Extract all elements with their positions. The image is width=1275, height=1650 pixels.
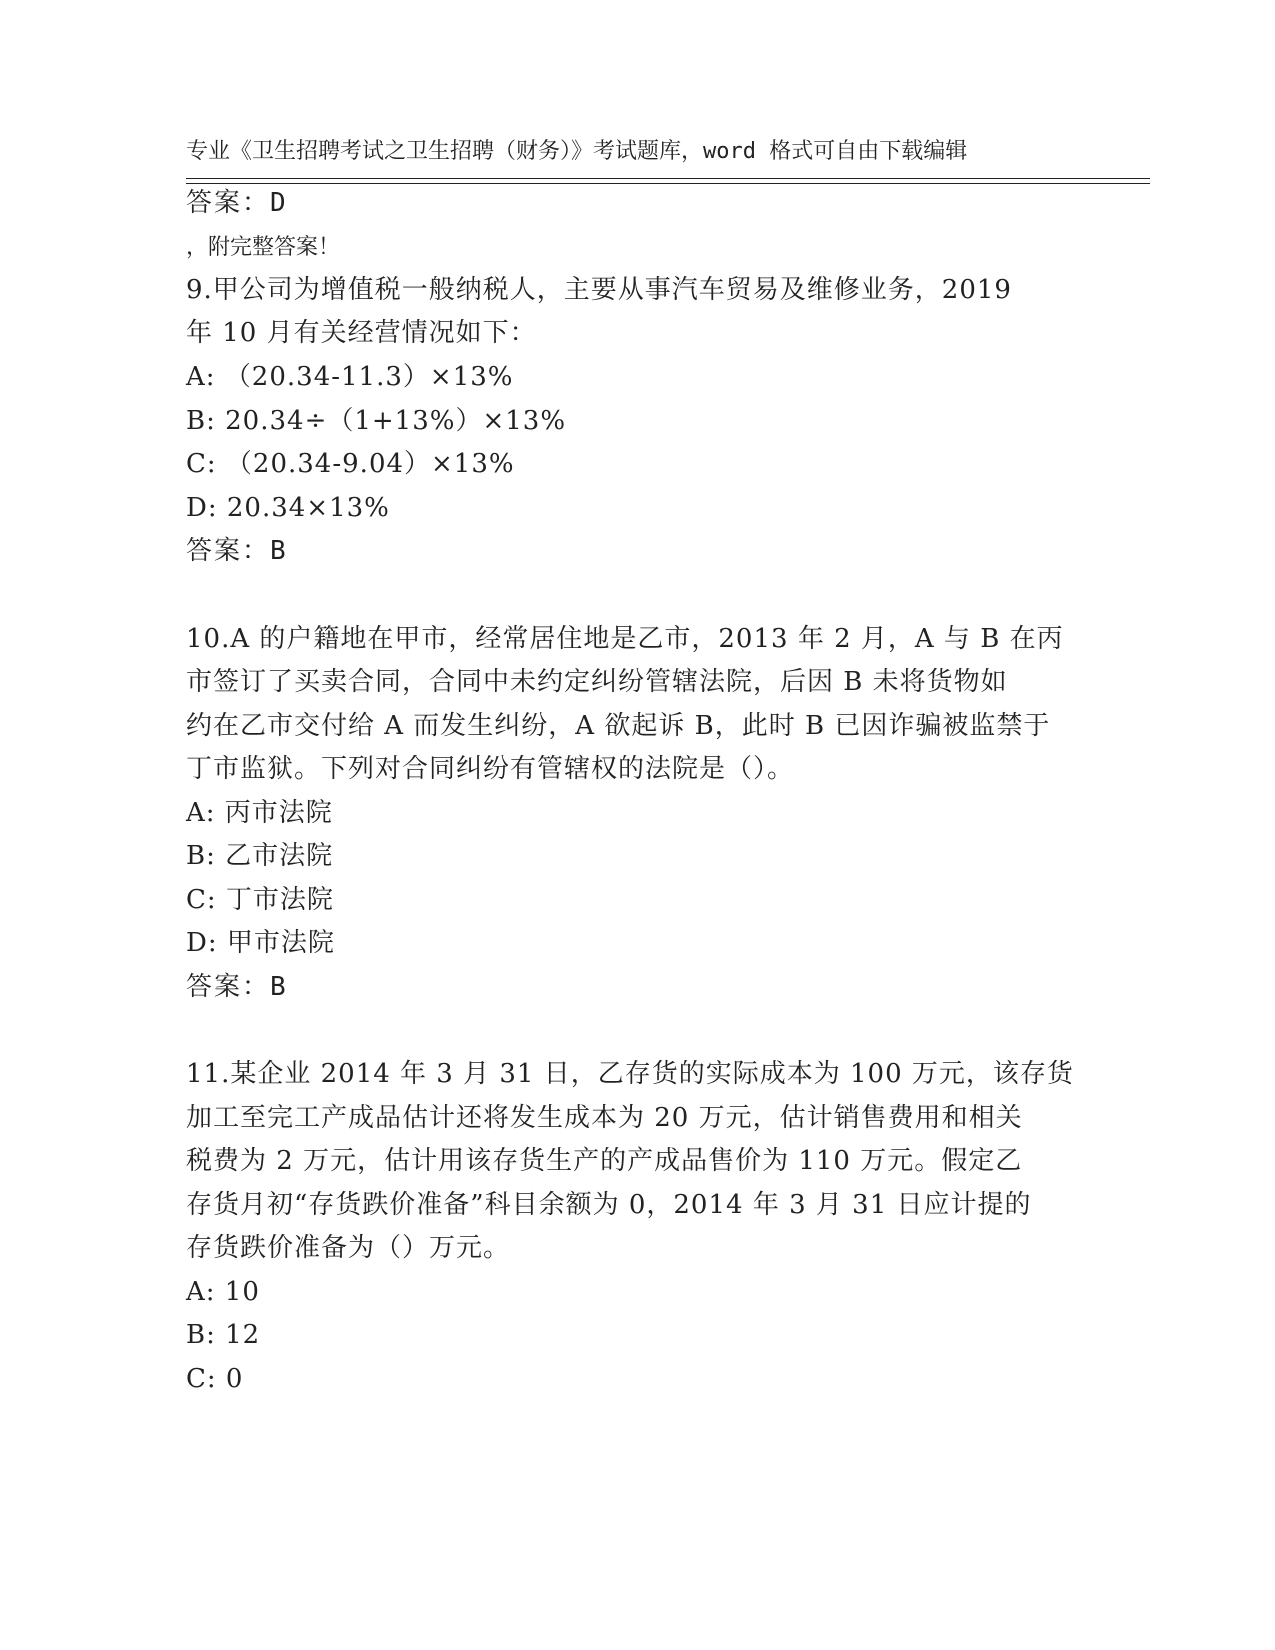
question-9-line-2: 年 10 月有关经营情况如下： — [186, 318, 537, 348]
question-9-line-1: 9.甲公司为增值税一般纳税人，主要从事汽车贸易及维修业务，2019 — [186, 275, 1012, 305]
answer-10: 答案：B — [186, 972, 288, 1002]
question-10-option-c: C: 丁市法院 — [186, 885, 334, 915]
question-11-option-c: C: 0 — [186, 1364, 244, 1394]
header-line-2: ，附完整答案！ — [186, 235, 341, 260]
question-10-option-d: D: 甲市法院 — [186, 928, 335, 958]
header-divider-bottom — [186, 183, 1150, 184]
question-10-line-4: 丁市监狱。下列对合同纠纷有管辖权的法院是（）。 — [186, 754, 795, 784]
header-line-1: 专业《卫生招聘考试之卫生招聘（财务）》考试题库，word 格式可自由下载编辑 — [186, 139, 968, 164]
question-10-line-3: 约在乙市交付给 A 而发生纠纷，A 欲起诉 B，此时 B 已因诈骗被监禁于 — [186, 711, 1051, 741]
question-9-option-b: B: 20.34÷（1+13%）×13% — [186, 406, 567, 436]
header-divider-top — [186, 178, 1150, 179]
answer-8: 答案：D — [186, 188, 288, 218]
question-10-option-b: B: 乙市法院 — [186, 841, 334, 871]
question-10-line-1: 10.A 的户籍地在甲市，经常居住地是乙市，2013 年 2 月，A 与 B 在丙 — [186, 624, 1064, 654]
question-11-line-1: 11.某企业 2014 年 3 月 31 日，乙存货的实际成本为 100 万元，该存货 — [186, 1059, 1074, 1089]
question-11-line-5: 存货跌价准备为（）万元。 — [186, 1233, 511, 1263]
question-11-line-4: 存货月初“存货跌价准备”科目余额为 0，2014 年 3 月 31 日应计提的 — [186, 1190, 1032, 1220]
answer-9: 答案：B — [186, 536, 288, 566]
question-9-option-a: A: （20.34-11.3）×13% — [186, 362, 514, 392]
question-10-line-2: 市签订了买卖合同，合同中未约定纠纷管辖法院，后因 B 未将货物如 — [186, 667, 1008, 697]
question-11-option-b: B: 12 — [186, 1320, 261, 1350]
question-11-line-2: 加工至完工产成品估计还将发生成本为 20 万元，估计销售费用和相关 — [186, 1103, 1023, 1133]
question-10-option-a: A: 丙市法院 — [186, 798, 333, 828]
question-11-line-3: 税费为 2 万元，估计用该存货生产的产成品售价为 110 万元。假定乙 — [186, 1146, 1023, 1176]
question-11-option-a: A: 10 — [186, 1277, 260, 1307]
question-9-option-c: C: （20.34-9.04）×13% — [186, 449, 515, 479]
question-9-option-d: D: 20.34×13% — [186, 493, 390, 523]
